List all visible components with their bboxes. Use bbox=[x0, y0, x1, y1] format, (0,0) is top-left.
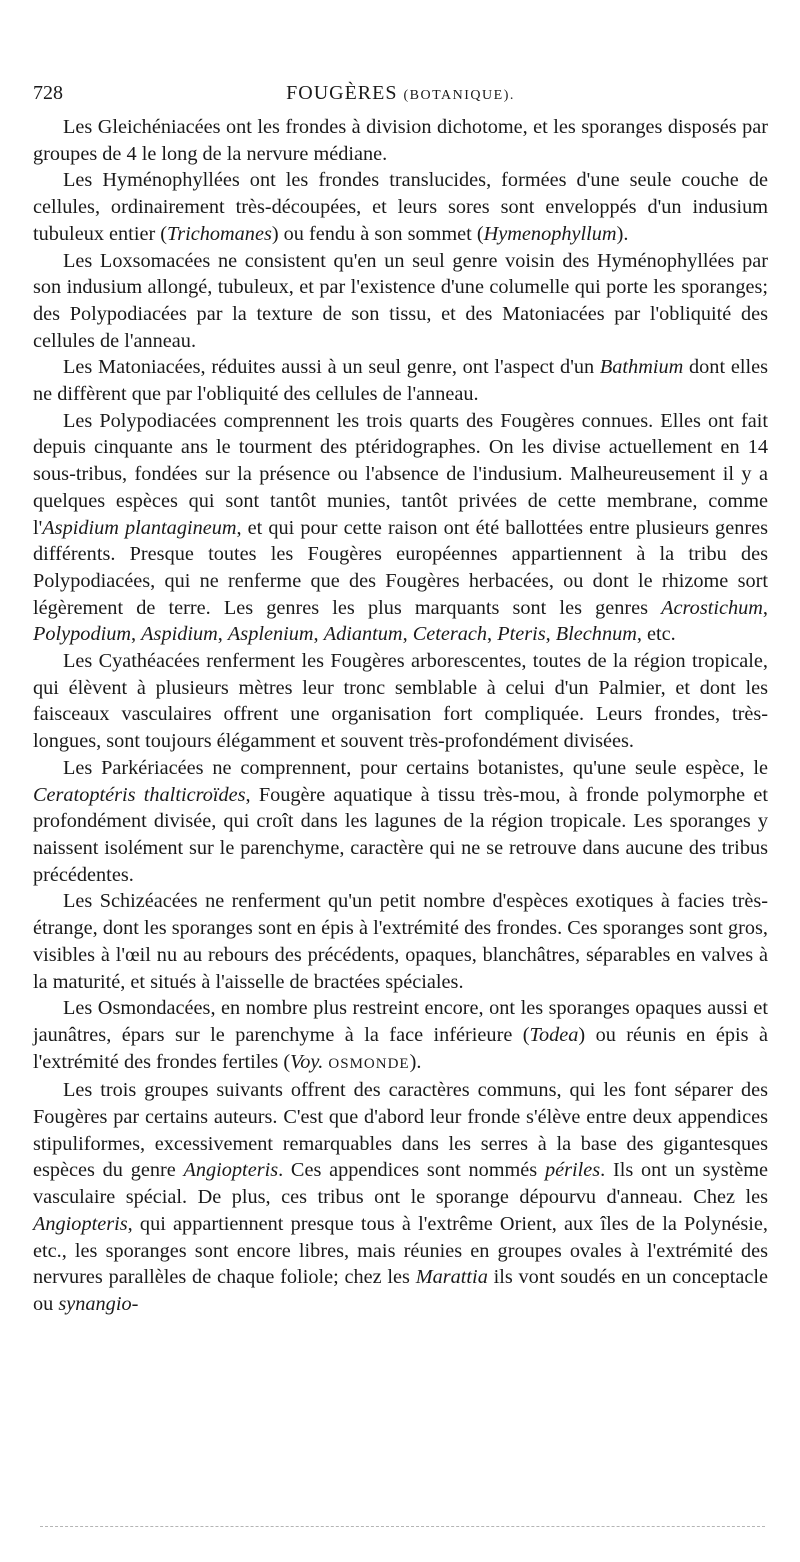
paragraph: Les Cyathéacées renferment les Fougères arborescentes, toutes de la région tropicale, qui élèvent à plusieurs mètres leur tronc semblable à celui d'un Palmier, et dont les faisceaux vasculaires offrent une organisation fort compliquée. Leurs frondes, très-longues, sont toujours élégamment et souvent très-profondément divisées. bbox=[33, 650, 768, 753]
chapter-title: FOUGÈRES bbox=[286, 82, 398, 104]
page-number: 728 bbox=[33, 82, 63, 104]
paragraph: Les Hyménophyllées ont les frondes translucides, formées d'une seule couche de cellules, ordinairement très-découpées, et leurs sores sont enveloppés d'un indusium tubuleux entier (Trichomanes) ou fendu à son sommet (Hymenophyllum). bbox=[33, 169, 768, 245]
footer-rule bbox=[40, 1526, 765, 1527]
body-text bbox=[33, 114, 768, 1318]
paragraph: Les Schizéacées ne renferment qu'un petit nombre d'espèces exotiques à facies très-étrange, dont les sporanges sont en épis à l'extrémité des frondes. Ces sporanges sont gros, visibles à l'œil nu au rebours des précédents, opaques, blanchâtres, séparables en valves à la maturité, et situés à l'aisselle de bractées spéciales. bbox=[33, 890, 768, 993]
paragraph: Les Gleichéniacées ont les frondes à division dichotome, et les sporanges disposés par groupes de 4 le long de la nervure médiane. bbox=[33, 116, 768, 165]
paragraph: Les trois groupes suivants offrent des caractères communs, qui les font séparer des Fougères par certains auteurs. C'est que d'abord leur fronde s'élève entre deux appendices stipuliformes, excessivement remarquables dans les serres à la base des gigantesques espèces du genre Angiopteris. Ces appendices sont nommés périles. Ils ont un système vasculaire spécial. De plus, ces tribus ont le sporange dépourvu d'anneau. Chez les Angiopteris, qui appartiennent presque tous à l'extrême Orient, aux îles de la Polynésie, etc., les sporanges sont encore libres, mais réunies en groupes ovales à l'extrémité des nervures parallèles de chaque foliole; chez les Marattia ils vont soudés en un conceptacle ou synangio- bbox=[33, 1079, 768, 1315]
paragraph: Les Matoniacées, réduites aussi à un seul genre, ont l'aspect d'un Bathmium dont elles ne diffèrent que par l'obliquité des cellules de l'anneau. bbox=[33, 356, 768, 406]
paragraph: Les Loxsomacées ne consistent qu'en un seul genre voisin des Hyménophyllées par son indusium allongé, tubuleux, et par l'existence d'une columelle qui porte les sporanges; des Polypodiacées par la texture de son tissu, et des Matoniacées par l'obliquité des cellules de l'anneau. bbox=[33, 249, 768, 352]
running-title bbox=[33, 82, 768, 105]
running-header bbox=[33, 82, 768, 112]
chapter-subtitle: (BOTANIQUE). bbox=[403, 88, 515, 103]
paragraph: Les Parkériacées ne comprennent, pour certains botanistes, qu'une seule espèce, le Ceratoptéris thalticroïdes, Fougère aquatique à tissu très-mou, à fronde polymorphe et profondément divisée, qui croît dans les lagunes de la région tropicale. Les sporanges y naissent isolément sur le parenchyme, caractère qui ne se retrouve dans aucune des tribus précédentes. bbox=[33, 756, 768, 886]
paragraph: Les Polypodiacées comprennent les trois quarts des Fougères connues. Elles ont fait depuis cinquante ans le tourment des ptéridographes. On les divise actuellement en 14 sous-tribus, fondées sur la présence ou l'absence de l'indusium. Malheureusement il y a quelques espèces qui sont tantôt munies, tantôt privées de cette membrane, comme l'Aspidium plantagineum, et qui pour cette raison ont été ballottées entre plusieurs genres différents. Presque toutes les Fougères européennes appartiennent à la tribu des Polypodiacées, qui ne renferme que des Fougères herbacées, ou dont le rhizome sort légèrement de terre. Les genres les plus marquants sont les genres Acrostichum, Polypodium, Aspidium, Asplenium, Adiantum, Ceterach, Pteris, Blechnum, etc. bbox=[33, 409, 768, 646]
paragraph: Les Osmondacées, en nombre plus restreint encore, ont les sporanges opaques aussi et jaunâtres, épars sur le parenchyme à la face inférieure (Todea) ou réunis en épis à l'extrémité des frondes fertiles (Voy. OSMONDE). bbox=[33, 997, 768, 1073]
